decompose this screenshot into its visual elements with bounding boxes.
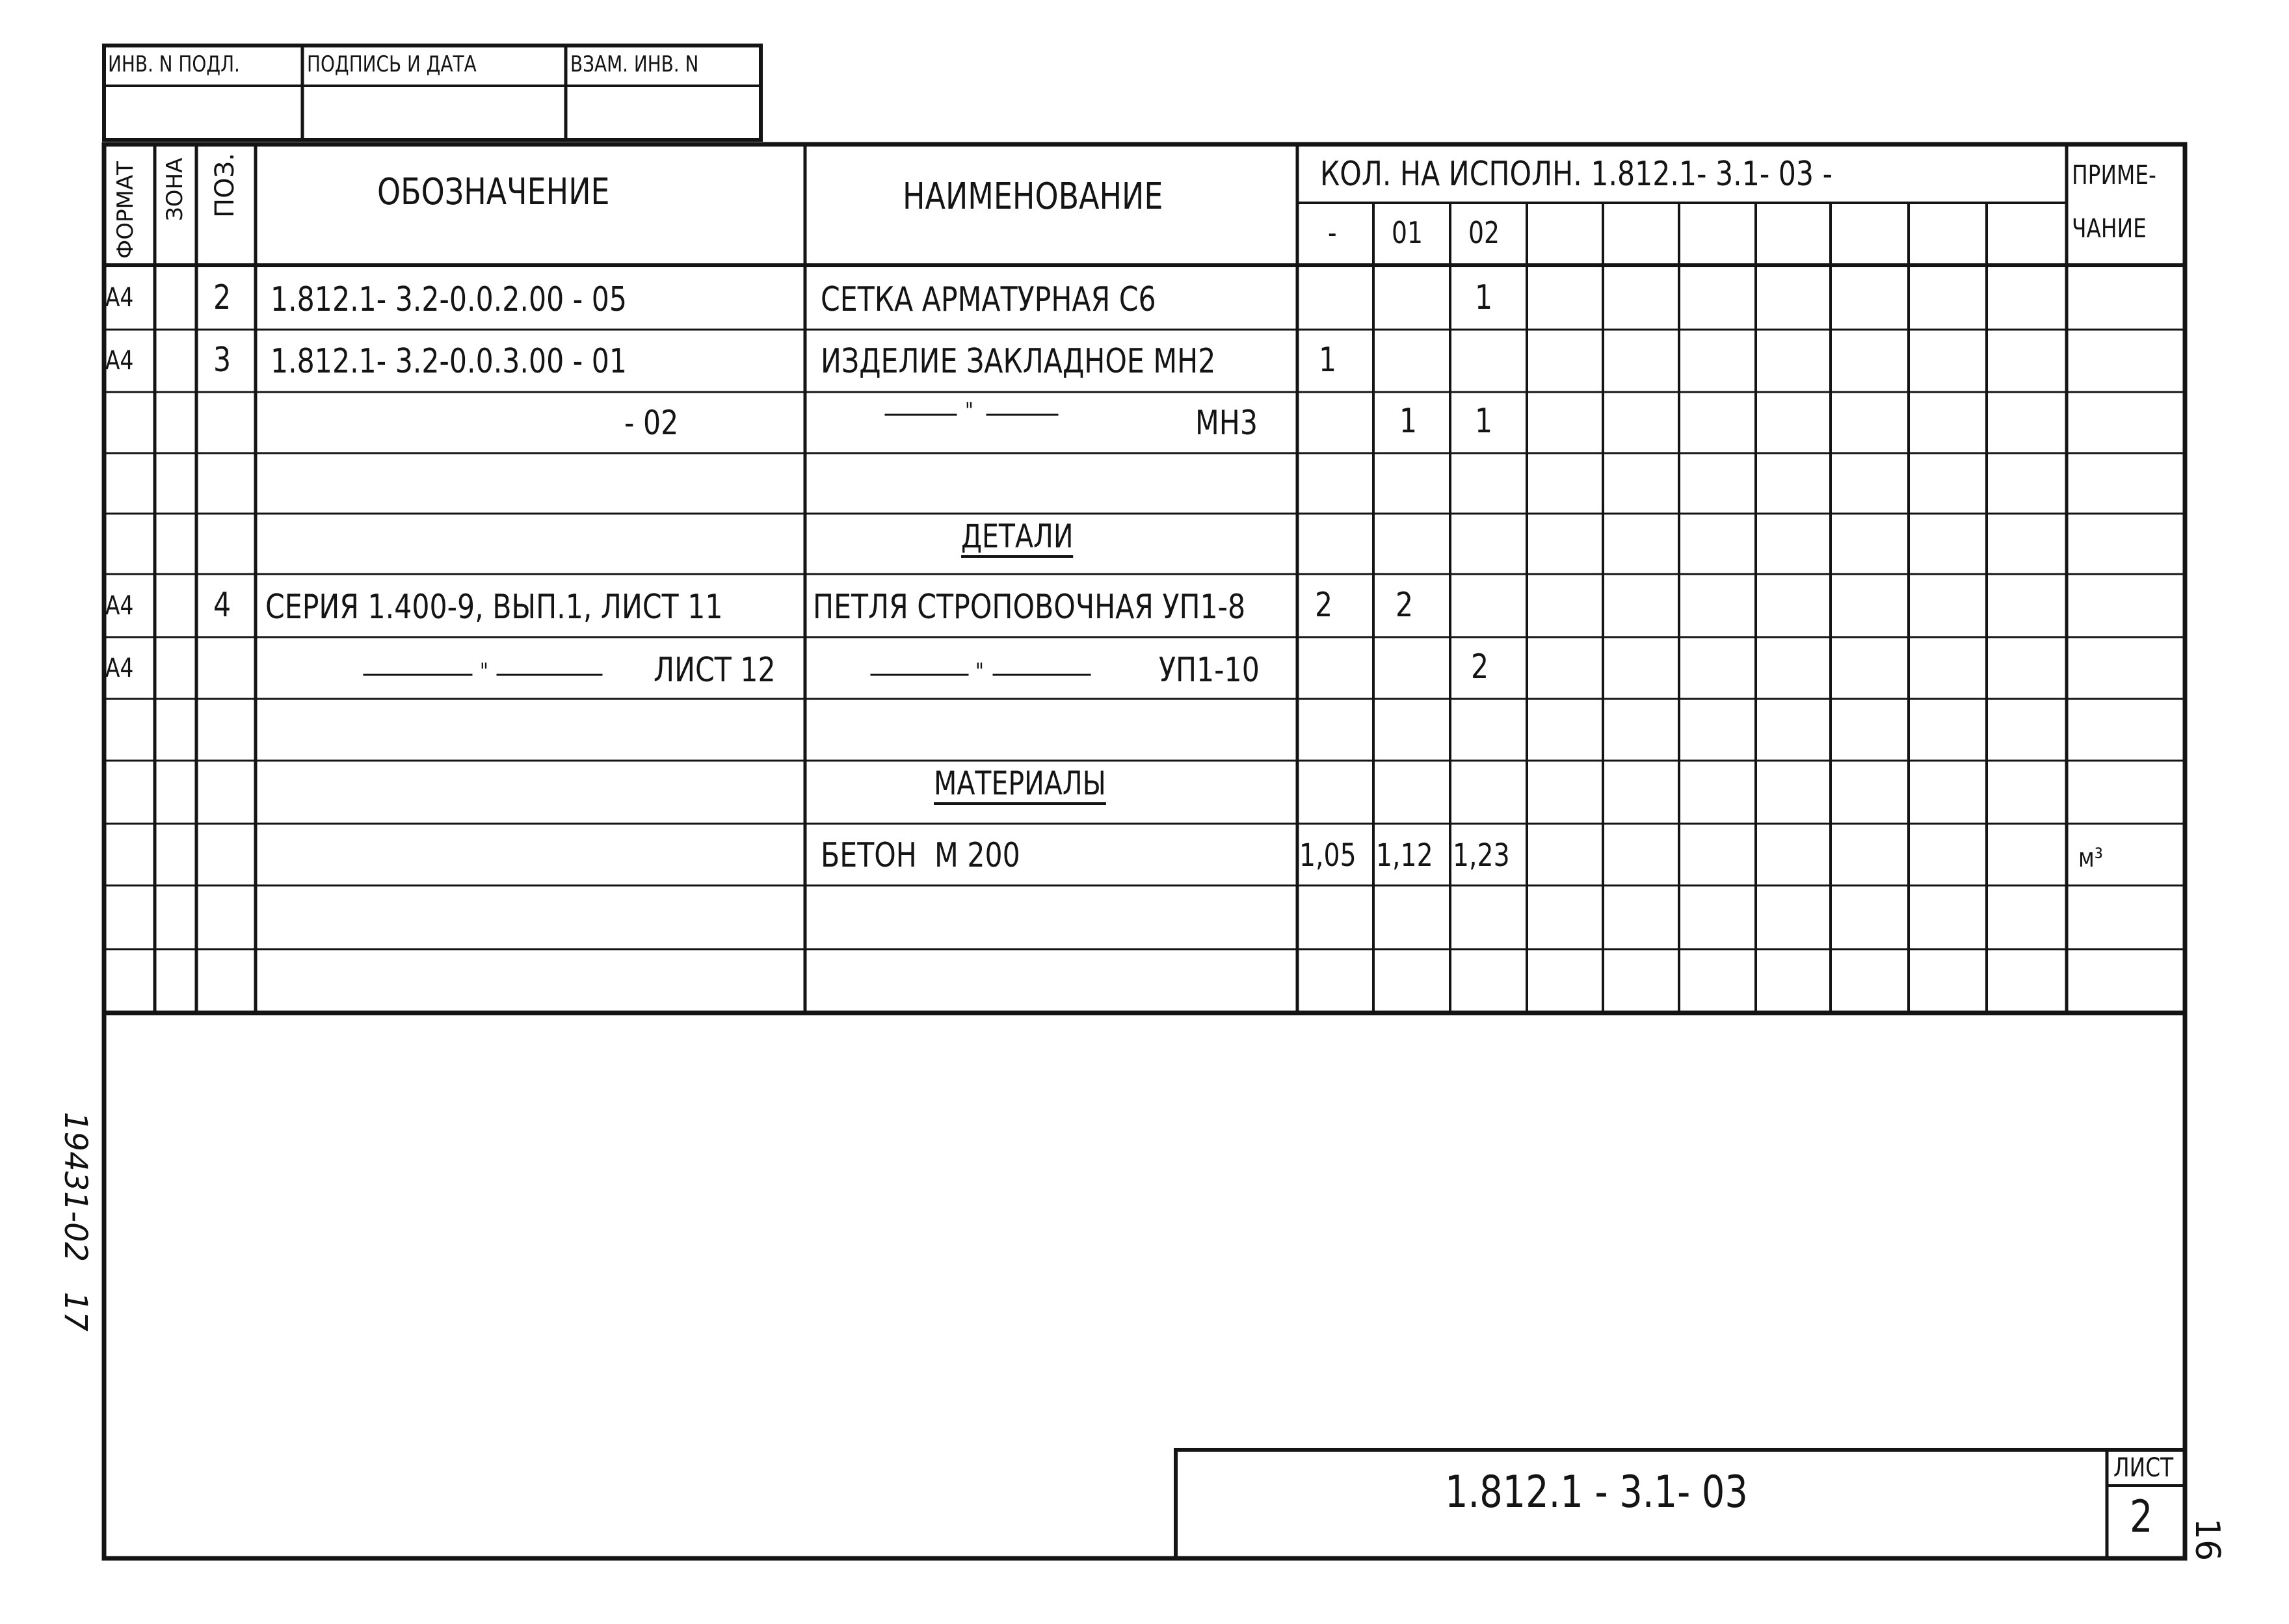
title-block-designation: 1.812.1 - 3.1- 03 (1445, 1467, 1748, 1518)
row1-poz: 2 (213, 278, 232, 317)
row5-qty-02: 2 (1471, 648, 1489, 687)
row6-note: м³ (2078, 843, 2103, 873)
row4-qty-dash: 2 (1315, 586, 1333, 625)
row2-poz: 3 (213, 341, 232, 380)
row3-oboznachenie: - 02 (624, 404, 679, 443)
row1-qty-02: 1 (1475, 278, 1493, 317)
header-oboznachenie: ОБОЗНАЧЕНИЕ (377, 171, 610, 213)
row4-oboznachenie: СЕРИЯ 1.400-9, ВЫП.1, ЛИСТ 11 (265, 588, 723, 627)
header-kol-label: КОЛ. НА ИСПОЛН. 1.812.1- 3.1- 03 - (1320, 155, 1833, 194)
row4-poz: 4 (213, 586, 232, 625)
row2-oboznachenie: 1.812.1- 3.2-0.0.3.00 - 01 (271, 342, 627, 381)
row5-oboz-ditto-mark: " (480, 659, 488, 685)
row6-qty-01: 1,12 (1376, 837, 1433, 874)
stamp-inv-podl-label: ИНВ. N ПОДЛ. (108, 51, 240, 77)
row2-format: А4 (105, 346, 134, 376)
stamp-vzam-inv-label: ВЗАМ. ИНВ. N (570, 51, 699, 77)
side-note: 19431-02 17 (57, 1112, 94, 1331)
row4-format: А4 (105, 591, 134, 621)
row5-naimenovanie: УП1-10 (1159, 651, 1260, 690)
page-number: 16 (2188, 1518, 2227, 1562)
header-qty-col-a: - (1328, 215, 1337, 250)
header-note-line1: ПРИМЕ- (2072, 161, 2156, 190)
row5-format: А4 (105, 653, 134, 683)
stamp-podpis-data-label: ПОДПИСЬ И ДАТА (307, 51, 477, 77)
header-zona: ЗОНА (162, 157, 188, 221)
header-qty-col-b: 01 (1392, 215, 1423, 250)
row3-name-ditto-mark: " (965, 398, 973, 424)
row2-qty-dash: 1 (1319, 341, 1337, 380)
row1-naimenovanie: СЕТКА АРМАТУРНАЯ С6 (821, 280, 1156, 319)
row1-oboznachenie: 1.812.1- 3.2-0.0.2.00 - 05 (271, 280, 627, 319)
row2-naimenovanie: ИЗДЕЛИЕ ЗАКЛАДНОЕ МН2 (821, 342, 1216, 381)
row5-oboznachenie: ЛИСТ 12 (654, 651, 776, 690)
row3-qty-02: 1 (1475, 402, 1493, 441)
row6-qty-dash: 1,05 (1299, 837, 1356, 874)
row4-naimenovanie: ПЕТЛЯ СТРОПОВОЧНАЯ УП1-8 (813, 588, 1246, 627)
row3-qty-01: 1 (1399, 402, 1418, 441)
row3-naimenovanie: МН3 (1195, 404, 1258, 443)
row1-format: А4 (105, 283, 134, 313)
section-materialy: МАТЕРИАЛЫ (934, 767, 1106, 805)
header-poz: ПОЗ. (210, 153, 240, 218)
row5-name-ditto-mark: " (975, 659, 984, 685)
row6-qty-02: 1,23 (1453, 837, 1510, 874)
section-detali: ДЕТАЛИ (961, 520, 1074, 558)
header-format: ФОРМАТ (112, 161, 139, 259)
title-block-sheet-label: ЛИСТ (2113, 1453, 2174, 1483)
header-note-line2: ЧАНИЕ (2072, 214, 2147, 244)
title-block-sheet-number: 2 (2130, 1491, 2153, 1543)
row4-qty-01: 2 (1396, 586, 1414, 625)
row6-naimenovanie: БЕТОН М 200 (821, 836, 1020, 875)
header-qty-col-c: 02 (1468, 215, 1500, 250)
header-naimenovanie: НАИМЕНОВАНИЕ (903, 176, 1163, 218)
